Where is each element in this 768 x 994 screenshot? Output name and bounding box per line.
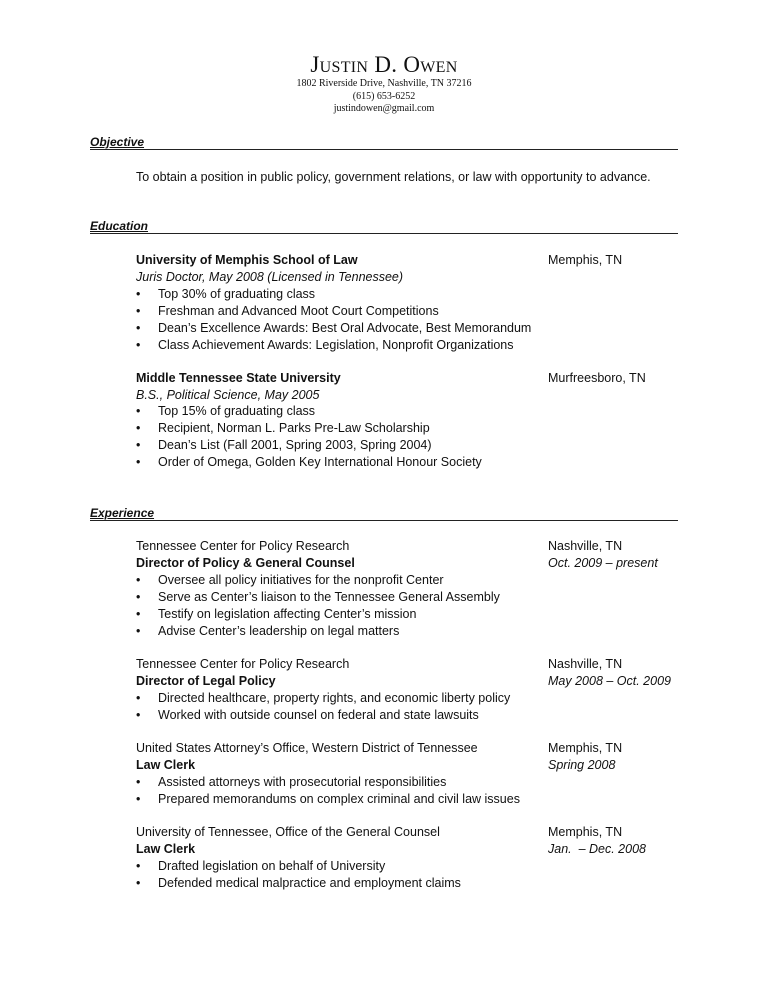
candidate-name: Justin D. Owen xyxy=(310,52,458,77)
objective-heading: Objective xyxy=(90,135,678,150)
email: justindowen@gmail.com xyxy=(333,103,435,114)
school-bullet-list xyxy=(136,403,482,471)
bullet-icon: • xyxy=(136,624,141,638)
list-item: • Defended medical malpractice and employment claims xyxy=(136,876,461,890)
job-dates: Spring 2008 xyxy=(548,758,616,772)
job-dates: Oct. 2009 – present xyxy=(548,556,658,570)
phone: (615) 653-6252 xyxy=(352,90,416,102)
bullet-icon: • xyxy=(136,775,141,789)
job-title: Law Clerk xyxy=(136,758,196,772)
resume-header xyxy=(0,52,768,116)
list-item: • Oversee all policy initiatives for the nonprofit Center xyxy=(136,573,444,587)
bullet-icon: • xyxy=(136,287,141,301)
bullet-icon: • xyxy=(136,304,141,318)
list-item: • Serve as Center’s liaison to the Tennessee General Assembly xyxy=(136,590,500,604)
list-item: • Worked with outside counsel on federal and state lawsuits xyxy=(136,708,479,722)
bullet-icon: • xyxy=(136,438,141,452)
bullet-icon: • xyxy=(136,590,141,604)
bullet-icon: • xyxy=(136,607,141,621)
job-organization: Tennessee Center for Policy Research xyxy=(136,657,350,671)
list-item: • Directed healthcare, property rights, and economic liberty policy xyxy=(136,691,511,705)
bullet-icon: • xyxy=(136,708,141,722)
job-organization: Tennessee Center for Policy Research xyxy=(136,539,350,553)
bullet-icon: • xyxy=(136,455,141,469)
bullet-icon: • xyxy=(136,573,141,587)
list-item: • Class Achievement Awards: Legislation, Nonprofit Organizations xyxy=(136,338,514,352)
bullet-icon: • xyxy=(136,792,141,806)
bullet-icon: • xyxy=(136,691,141,705)
job-dates: May 2008 – Oct. 2009 xyxy=(548,674,671,688)
school-degree: B.S., Political Science, May 2005 xyxy=(136,388,320,402)
school-location: Murfreesboro, TN xyxy=(548,371,646,385)
bullet-icon: • xyxy=(136,876,141,890)
list-item: • Dean’s Excellence Awards: Best Oral Advocate, Best Memorandum xyxy=(136,321,532,335)
school-bullet-list xyxy=(136,286,531,354)
job-bullet-list xyxy=(136,572,500,640)
job-location: Memphis, TN xyxy=(548,741,623,755)
school-degree: Juris Doctor, May 2008 (Licensed in Tennessee) xyxy=(136,270,404,284)
job-bullet-list xyxy=(136,774,520,808)
job-title: Law Clerk xyxy=(136,842,196,856)
bullet-icon: • xyxy=(136,421,141,435)
list-item: • Top 30% of graduating class xyxy=(136,287,316,301)
bullet-icon: • xyxy=(136,338,141,352)
school-location: Memphis, TN xyxy=(548,253,623,267)
list-item: • Advise Center’s leadership on legal matters xyxy=(136,624,400,638)
list-item: • Top 15% of graduating class xyxy=(136,404,316,418)
job-dates: Jan. – Dec. 2008 xyxy=(548,842,646,856)
list-item: • Drafted legislation on behalf of University xyxy=(136,859,386,873)
school-name: University of Memphis School of Law xyxy=(136,253,358,267)
job-bullet-list xyxy=(136,858,461,892)
job-title: Director of Policy & General Counsel xyxy=(136,556,355,570)
job-bullet-list xyxy=(136,690,510,724)
job-location: Nashville, TN xyxy=(548,539,623,553)
job-title: Director of Legal Policy xyxy=(136,674,276,688)
list-item: • Freshman and Advanced Moot Court Competitions xyxy=(136,304,439,318)
school-name: Middle Tennessee State University xyxy=(136,371,341,385)
bullet-icon: • xyxy=(136,859,141,873)
list-item: • Dean’s List (Fall 2001, Spring 2003, Spring 2004) xyxy=(136,438,432,452)
address: 1802 Riverside Drive, Nashville, TN 37216 xyxy=(296,78,472,89)
list-item: • Assisted attorneys with prosecutorial responsibilities xyxy=(136,775,447,789)
job-location: Memphis, TN xyxy=(548,825,623,839)
list-item: • Testify on legislation affecting Center’s mission xyxy=(136,607,417,621)
education-heading: Education xyxy=(90,219,678,234)
job-location: Nashville, TN xyxy=(548,657,623,671)
list-item: • Order of Omega, Golden Key International Honour Society xyxy=(136,455,482,469)
bullet-icon: • xyxy=(136,321,141,335)
experience-heading: Experience xyxy=(90,506,678,521)
job-organization: United States Attorney’s Office, Western District of Tennessee xyxy=(136,741,478,755)
objective-text: To obtain a position in public policy, government relations, or law with opportunity to advance. xyxy=(136,170,651,184)
list-item: • Recipient, Norman L. Parks Pre-Law Scholarship xyxy=(136,421,430,435)
list-item: • Prepared memorandums on complex criminal and civil law issues xyxy=(136,792,520,806)
job-organization: University of Tennessee, Office of the General Counsel xyxy=(136,825,440,839)
bullet-icon: • xyxy=(136,404,141,418)
